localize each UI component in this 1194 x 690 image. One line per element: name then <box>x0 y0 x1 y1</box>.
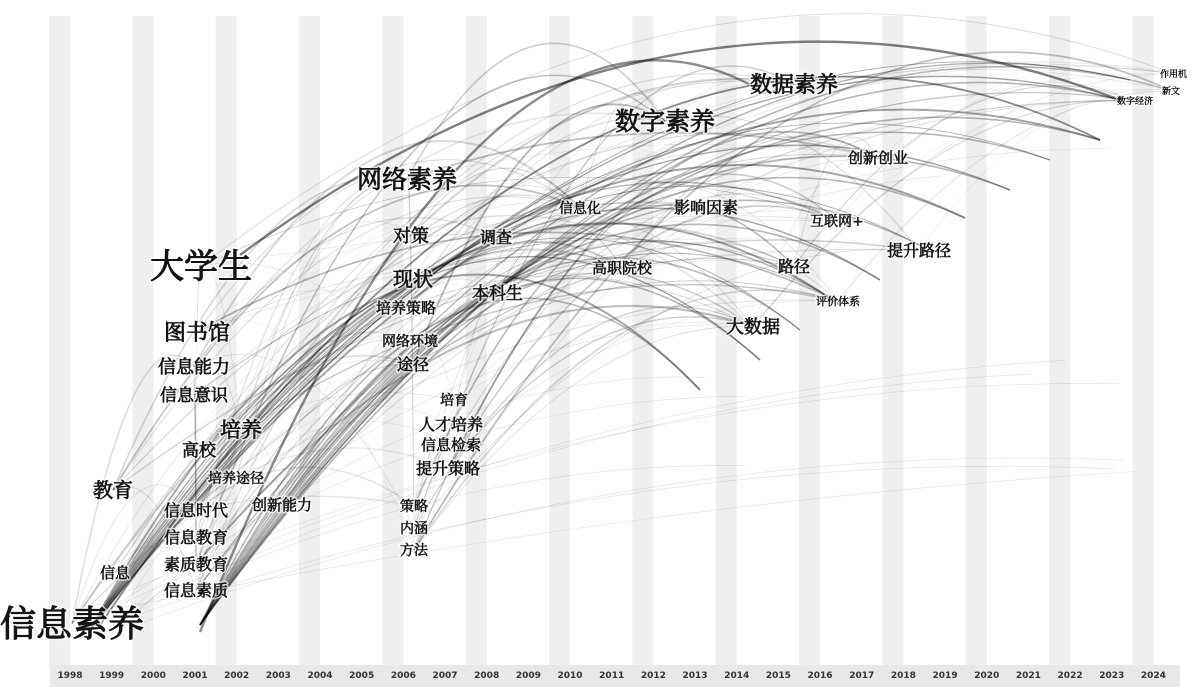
keyword-label: 内涵 <box>400 521 428 537</box>
keyword-label: 图书馆 <box>164 321 231 346</box>
keyword-label: 调查 <box>480 228 513 247</box>
flow-curve <box>454 322 753 400</box>
keyword-label: 影响因素 <box>674 198 739 217</box>
keyword-label: 对策 <box>393 226 429 247</box>
keyword-label: 提升路径 <box>887 241 952 260</box>
keyword-label: 数字经济 <box>1117 97 1154 107</box>
year-tick-label: 2004 <box>307 671 333 681</box>
keyword-label: 提升策略 <box>416 459 481 478</box>
keyword-label: 数据素养 <box>750 73 839 98</box>
keyword-label: 信息素养 <box>0 604 145 645</box>
keyword-label: 创新能力 <box>252 496 313 514</box>
year-tick-label: 2015 <box>765 671 791 681</box>
year-tick-label: 2020 <box>974 671 1000 681</box>
year-tick-label: 2012 <box>640 671 666 681</box>
keyword-label: 数字素养 <box>615 107 716 136</box>
keyword-label: 信息时代 <box>164 501 229 520</box>
keyword-label: 信息 <box>100 564 131 582</box>
keyword-label: 人才培养 <box>419 415 484 434</box>
year-tick-label: 2003 <box>265 671 291 681</box>
year-stripe <box>1132 16 1153 666</box>
keyword-label: 培养途径 <box>208 471 264 487</box>
year-tick-label: 2019 <box>932 671 958 681</box>
keyword-label: 大数据 <box>726 317 780 338</box>
year-tick-label: 1999 <box>99 671 125 681</box>
year-axis <box>50 665 1180 687</box>
keyword-label: 信息能力 <box>158 357 230 378</box>
year-tick-label: 2000 <box>140 671 166 681</box>
keyword-label: 培育 <box>440 393 468 409</box>
keyword-label: 素质教育 <box>164 555 229 574</box>
flow-curve <box>200 67 1130 625</box>
year-tick-label: 2022 <box>1057 671 1083 681</box>
keyword-label: 信息教育 <box>164 528 229 547</box>
year-stripe <box>882 16 903 666</box>
keyword-label: 现状 <box>393 267 433 291</box>
year-tick-label: 2001 <box>182 671 208 681</box>
keyword-label: 教育 <box>93 478 133 502</box>
keyword-label: 高校 <box>182 441 216 461</box>
year-tick-label: 2018 <box>890 671 916 681</box>
year-tick-label: 2009 <box>515 671 541 681</box>
year-tick-label: 2006 <box>390 671 416 681</box>
keyword-label: 途径 <box>397 355 430 374</box>
year-tick-label: 2013 <box>682 671 708 681</box>
year-tick-label: 1998 <box>57 671 83 681</box>
keyword-label: 信息意识 <box>160 386 228 406</box>
year-tick-label: 2017 <box>849 671 875 681</box>
year-tick-label: 2021 <box>1015 671 1041 681</box>
year-tick-label: 2008 <box>474 671 500 681</box>
keyword-label: 本科生 <box>472 284 523 304</box>
keyword-label: 方法 <box>400 543 428 559</box>
keyword-label: 信息检索 <box>421 436 482 454</box>
keyword-label: 信息素质 <box>164 581 229 600</box>
keyword-label: 作用机 <box>1160 70 1188 80</box>
year-stripe <box>716 16 737 666</box>
keyword-label: 创新创业 <box>848 149 909 167</box>
keyword-label: 培养 <box>220 418 262 442</box>
year-stripe <box>799 16 820 666</box>
year-stripe <box>1049 16 1070 666</box>
year-tick-label: 2023 <box>1099 671 1125 681</box>
year-tick-label: 2002 <box>224 671 250 681</box>
keyword-label: 大学生 <box>150 247 252 287</box>
year-stripe <box>549 16 570 666</box>
year-tick-label: 2005 <box>349 671 375 681</box>
year-tick-label: 2014 <box>724 671 750 681</box>
keyword-label: 培养策略 <box>376 299 437 317</box>
keyword-label: 网络素养 <box>357 165 458 194</box>
year-tick-label: 2024 <box>1140 671 1166 681</box>
year-tick-label: 2010 <box>557 671 583 681</box>
keyword-label: 网络环境 <box>382 334 438 350</box>
keyword-label: 策略 <box>400 499 428 515</box>
keyword-label: 路径 <box>778 257 811 276</box>
year-tick-label: 2007 <box>432 671 458 681</box>
keyword-label: 信息化 <box>559 201 601 217</box>
year-stripe <box>49 16 70 666</box>
keyword-label: 互联网+ <box>810 214 864 230</box>
year-tick-label: 2011 <box>599 671 625 681</box>
keyword-label: 高职院校 <box>592 259 653 277</box>
year-tick-label: 2016 <box>807 671 833 681</box>
keyword-label: 新文 <box>1162 87 1181 97</box>
keyword-label: 评价体系 <box>816 295 860 308</box>
